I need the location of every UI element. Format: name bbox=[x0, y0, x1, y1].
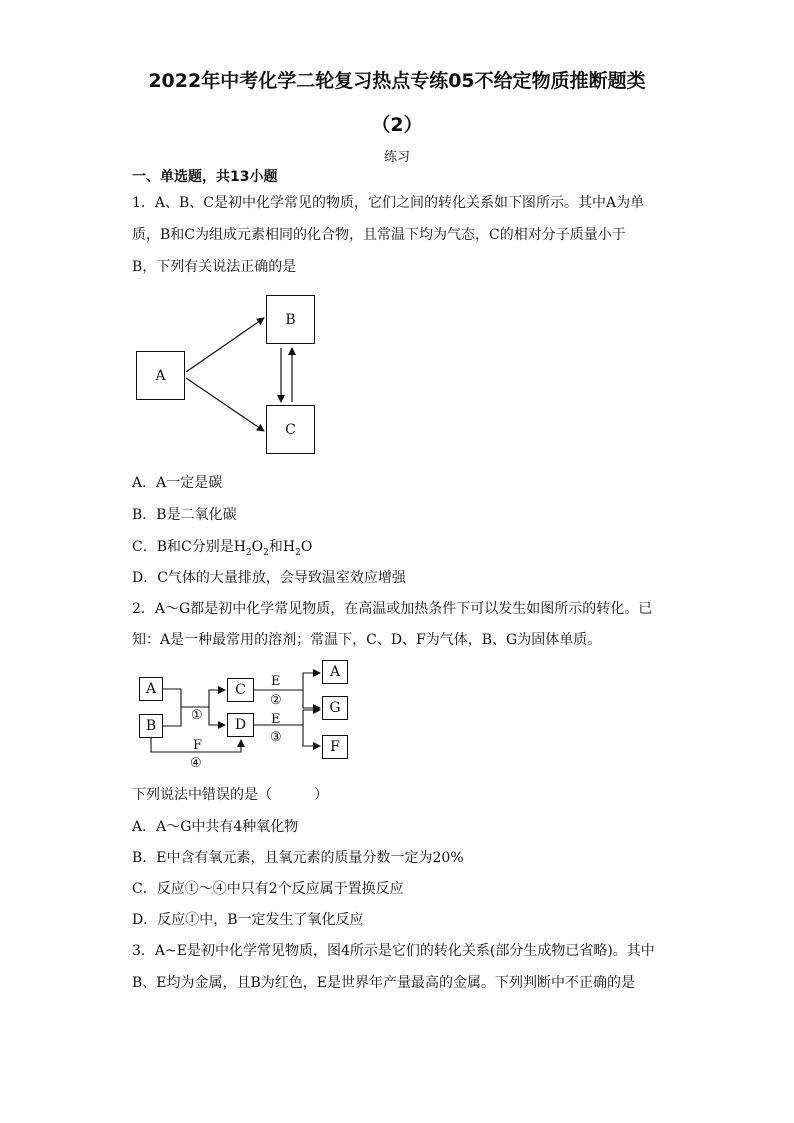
q2-label-reaction-1: ① bbox=[191, 708, 203, 723]
q2-question: 下列说法中错误的是（ ） bbox=[132, 787, 328, 803]
q2-option-b: B．E中含有氧元素，且氧元素的质量分数一定为20% bbox=[132, 850, 464, 866]
q2-stem-line-1: 2．A～G都是初中化学常见物质，在高温或加热条件下可以发生如图所示的转化。已 bbox=[132, 601, 653, 617]
page-title-suffix: （2） bbox=[371, 114, 423, 136]
page-title: 2022年中考化学二轮复习热点专练05不给定物质推断题类 bbox=[148, 70, 646, 92]
q3-stem-line-2: B、E均为金属，且B为红色，E是世界年产量最高的金属。下列判断中不正确的是 bbox=[132, 975, 636, 991]
q2-option-d: D．反应①中，B一定发生了氧化反应 bbox=[132, 912, 364, 928]
q1-node-b: B bbox=[266, 295, 315, 344]
q2-label-reaction-4: ④ bbox=[190, 756, 202, 771]
q2-node-d: D bbox=[227, 713, 254, 737]
q1-option-d: D．C气体的大量排放，会导致温室效应增强 bbox=[132, 570, 406, 586]
q2-node-f: F bbox=[322, 735, 348, 759]
q2-node-g: G bbox=[322, 696, 348, 720]
q2-label-e-top: E bbox=[271, 674, 281, 689]
section-heading: 一、单选题，共13小题 bbox=[132, 169, 278, 185]
q2-stem-line-2: 知：A是一种最常用的溶剂；常温下，C、D、F为气体，B、G为固体单质。 bbox=[132, 632, 602, 648]
q3-stem-line-1: 3．A~E是初中化学常见物质，图4所示是它们的转化关系(部分生成物已省略)。其中 bbox=[132, 943, 655, 959]
page-subtitle: 练习 bbox=[383, 150, 410, 165]
q1-node-c: C bbox=[266, 405, 315, 454]
q2-label-reaction-3: ③ bbox=[270, 730, 282, 745]
q1-stem-line-1: 1．A、B、C是初中化学常见的物质，它们之间的转化关系如下图所示。其中A为单 bbox=[132, 195, 645, 211]
q2-option-a: A．A～G中共有4种氧化物 bbox=[132, 819, 299, 835]
q2-label-e-bottom: E bbox=[271, 712, 281, 727]
q1-stem-line-2: 质，B和C为组成元素相同的化合物，且常温下均为气态，C的相对分子质量小于 bbox=[132, 227, 626, 243]
q2-node-c: C bbox=[227, 678, 254, 702]
q2-node-a-product: A bbox=[322, 660, 348, 684]
q1-option-b: B．B是二氧化碳 bbox=[132, 507, 237, 523]
q1-option-a: A．A一定是碳 bbox=[132, 475, 223, 491]
q2-node-a: A bbox=[139, 677, 163, 701]
q1-option-c: C．B和C分别是$H_2O_2$和$H_2O$ bbox=[132, 539, 313, 558]
q2-label-f: F bbox=[193, 738, 203, 753]
q2-node-b: B bbox=[139, 714, 163, 738]
q2-label-reaction-2: ② bbox=[270, 693, 282, 708]
q1-stem-line-3: B，下列有关说法正确的是 bbox=[132, 259, 297, 275]
q1-node-a: A bbox=[136, 351, 185, 400]
q2-option-c: C．反应①～④中只有2个反应属于置换反应 bbox=[132, 881, 404, 897]
